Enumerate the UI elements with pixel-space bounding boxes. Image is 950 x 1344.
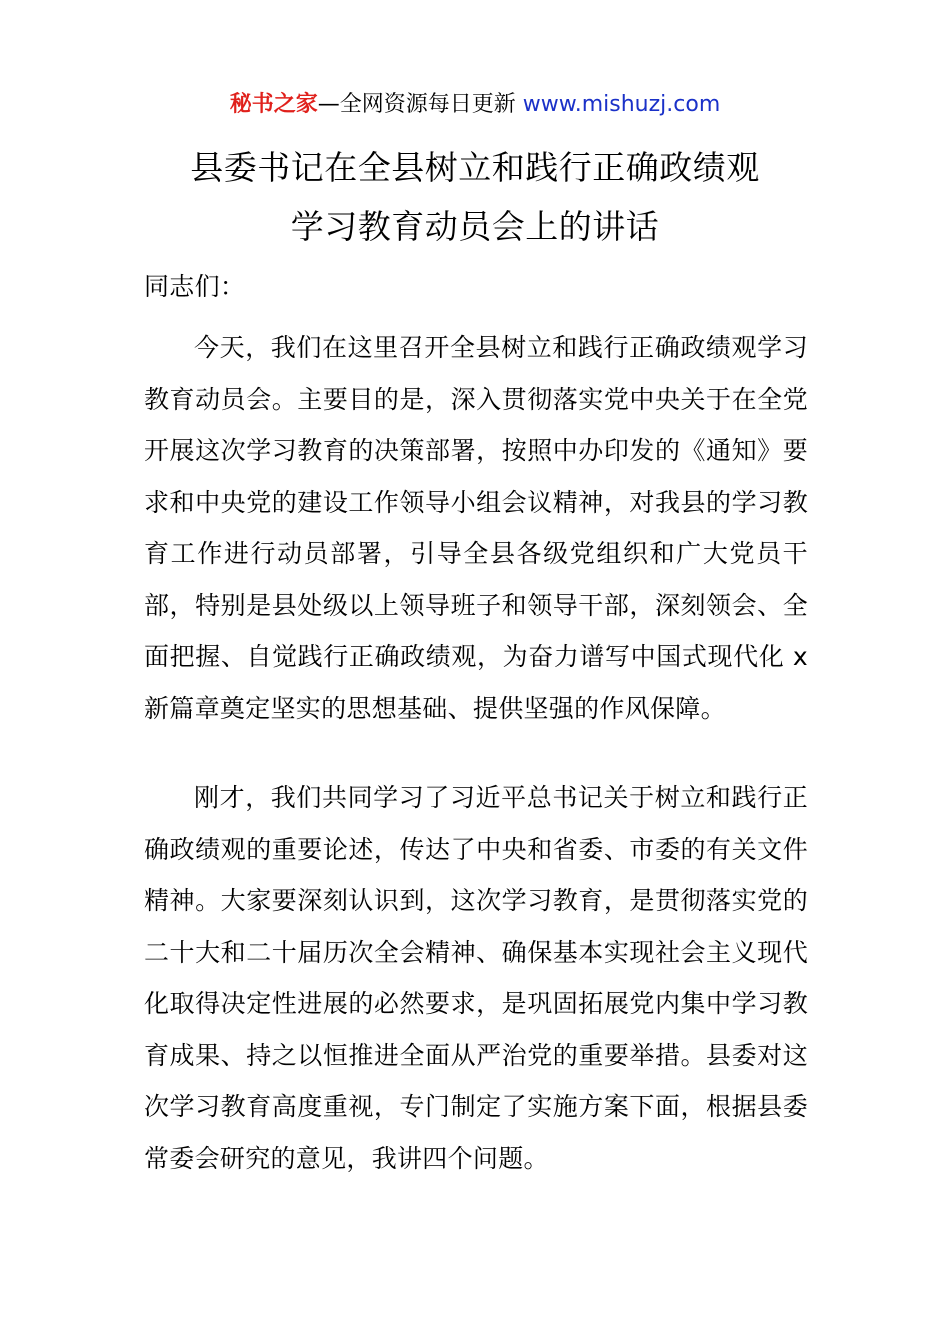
- header-tagline: —全网资源每日更新: [317, 92, 523, 117]
- brand-name: 秘书之家: [229, 92, 318, 117]
- body-paragraph-1: 今天，我们在这里召开全县树立和践行正确政绩观学习教育动员会。主要目的是，深入贯彻落实党中央关于在全党开展这次学习教育的决策部署，按照中办印发的《通知》要求和中央党的建设工作领导小组会议精神，对我县的学习教育工作进行动员部署，引导全县各级党组织和广大党员干部，特别是县处级以上领导班子和领导干部，深刻领会、全面把握、自觉践行正确政绩观，为奋力谱写中国式现代化 x 新篇章奠定坚实的思想基础、提供坚强的作风保障。: [144, 333, 808, 723]
- site-header: [0, 90, 950, 120]
- site-url-link[interactable]: www.mishuzj.com: [522, 92, 721, 117]
- document-title-line-1: 县委书记在全县树立和践行正确政绩观: [190, 148, 760, 187]
- body-paragraph-2: 刚才，我们共同学习了习近平总书记关于树立和践行正确政绩观的重要论述，传达了中央和省委、市委的有关文件精神。大家要深刻认识到，这次学习教育，是贯彻落实党的二十大和二十届历次全会精神、确保基本实现社会主义现代化取得决定性进展的必然要求，是巩固拓展党内集中学习教育成果、持之以恒推进全面从严治党的重要举措。县委对这次学习教育高度重视，专门制定了实施方案下面，根据县委常委会研究的意见，我讲四个问题。: [144, 783, 808, 1173]
- document-title-line-2: 学习教育动员会上的讲话: [290, 207, 660, 246]
- salutation: 同志们：: [144, 272, 246, 301]
